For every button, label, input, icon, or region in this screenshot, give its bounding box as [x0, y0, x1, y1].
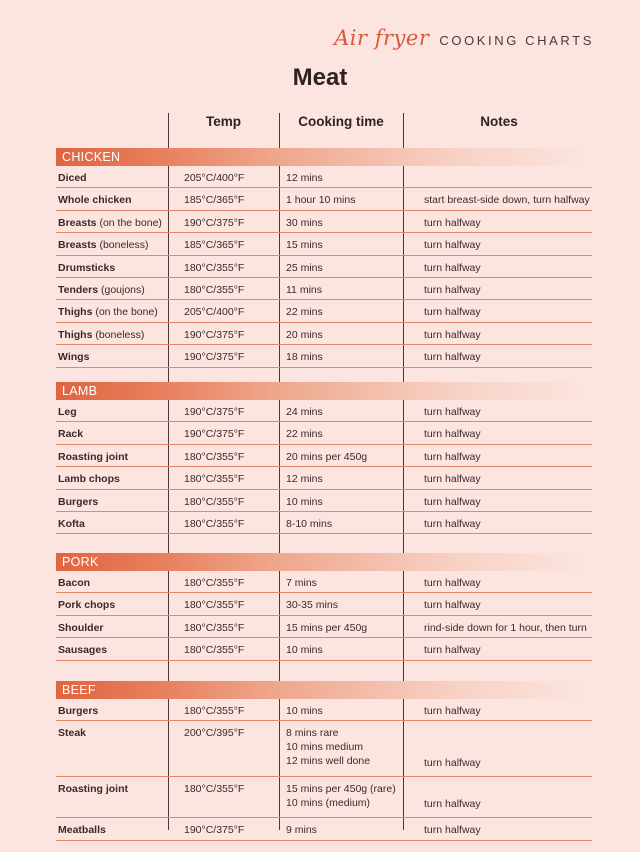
- item-notes: turn halfway: [424, 283, 481, 296]
- item-notes: turn halfway: [424, 798, 481, 811]
- table-row: [56, 818, 592, 840]
- section-label: BEEF: [62, 683, 96, 697]
- table-row: [56, 188, 592, 210]
- item-name: Thighs (on the bone): [58, 306, 158, 319]
- item-name: Shoulder: [58, 621, 104, 634]
- section-label: LAMB: [62, 384, 98, 398]
- item-temp: 180°C/355°F: [184, 450, 245, 463]
- item-cooking-time: 1 hour 10 mins: [286, 194, 356, 207]
- item-name: Burgers: [58, 495, 99, 508]
- section-label: CHICKEN: [62, 150, 121, 164]
- item-notes: turn halfway: [424, 705, 481, 717]
- item-name: Diced: [58, 172, 87, 184]
- item-name: Drumsticks: [58, 261, 116, 274]
- item-temp: 185°C/365°F: [184, 194, 245, 207]
- table-row: [56, 661, 592, 683]
- brand-script-text: Air fryer: [334, 26, 430, 50]
- item-notes: turn halfway: [424, 351, 481, 364]
- item-cooking-time: 11 mins: [286, 283, 322, 296]
- item-temp: 190°C/375°F: [184, 216, 245, 229]
- item-name: Bacon: [58, 577, 91, 589]
- item-temp: 190°C/375°F: [184, 406, 245, 418]
- table-row: [56, 422, 592, 444]
- item-name: Breasts (boneless): [58, 239, 149, 252]
- item-name: Breasts (on the bone): [58, 216, 162, 229]
- item-notes: start breast-side down, turn halfway: [424, 194, 590, 207]
- item-cooking-time: 25 mins: [286, 261, 323, 274]
- section-chicken: [56, 148, 592, 390]
- item-notes: turn halfway: [424, 644, 481, 657]
- item-name: Roasting joint: [58, 450, 128, 463]
- table-row: [56, 233, 592, 255]
- table-row: [56, 571, 592, 593]
- item-temp: 180°C/355°F: [184, 577, 245, 589]
- item-notes: turn halfway: [424, 599, 481, 612]
- header-notes: Notes: [480, 114, 518, 129]
- item-name: Sausages: [58, 644, 108, 657]
- item-name: Roasting joint: [58, 783, 128, 796]
- item-name: Burgers: [58, 705, 99, 717]
- item-temp: 200°C/395°F: [184, 727, 245, 740]
- table-row: [56, 490, 592, 512]
- item-cooking-time: 20 mins: [286, 328, 323, 341]
- item-notes: turn halfway: [424, 577, 481, 589]
- item-notes: turn halfway: [424, 406, 481, 418]
- section-pork: [56, 553, 592, 683]
- table-row: [56, 699, 592, 721]
- item-cooking-time: 9 mins: [286, 824, 317, 837]
- item-name: Pork chops: [58, 599, 116, 612]
- item-temp: 190°C/375°F: [184, 824, 245, 837]
- item-notes: turn halfway: [424, 824, 481, 837]
- item-cooking-time: 8-10 mins: [286, 517, 333, 530]
- item-name: Steak: [58, 727, 87, 740]
- item-temp: 180°C/355°F: [184, 644, 245, 657]
- header-temp: Temp: [205, 114, 241, 129]
- item-temp: 185°C/365°F: [184, 239, 245, 252]
- item-name: Thighs (boneless): [58, 328, 145, 341]
- item-notes: turn halfway: [424, 517, 481, 530]
- section-beef: [56, 681, 592, 841]
- table-row: [56, 777, 592, 818]
- item-name: Kofta: [58, 517, 85, 530]
- item-temp: 190°C/375°F: [184, 351, 245, 364]
- table-row: [56, 512, 592, 534]
- item-temp: 190°C/375°F: [184, 328, 245, 341]
- table-row: [56, 211, 592, 233]
- item-name: Wings: [58, 351, 90, 364]
- table-row: [56, 721, 592, 777]
- item-cooking-time: 20 mins per 450g: [286, 450, 368, 463]
- item-temp: 180°C/355°F: [184, 621, 245, 634]
- item-cooking-time: 15 mins per 450g: [286, 621, 368, 634]
- item-notes: turn halfway: [424, 216, 481, 229]
- item-cooking-time: 10 mins: [286, 644, 323, 657]
- item-cooking-time: 15 mins per 450g (rare) 10 mins (medium): [286, 783, 396, 810]
- item-cooking-time: 8 mins rare 10 mins medium 12 mins well done: [286, 727, 371, 768]
- item-name: Rack: [58, 428, 84, 441]
- item-temp: 180°C/355°F: [184, 495, 245, 508]
- item-cooking-time: 7 mins: [286, 577, 317, 589]
- item-cooking-time: 18 mins: [286, 351, 323, 364]
- item-notes: turn halfway: [424, 450, 481, 463]
- item-temp: 180°C/355°F: [184, 517, 245, 530]
- table-row: [56, 345, 592, 367]
- item-cooking-time: 10 mins: [286, 495, 323, 508]
- item-notes: turn halfway: [424, 473, 481, 486]
- item-name: Whole chicken: [58, 194, 132, 207]
- item-notes: turn halfway: [424, 328, 481, 341]
- section-label: PORK: [62, 555, 99, 569]
- table-row: [56, 467, 592, 489]
- page-title: Meat: [292, 64, 348, 91]
- brand-caps-text: COOKING CHARTS: [439, 33, 594, 48]
- table-row: [56, 323, 592, 345]
- item-name: Meatballs: [58, 824, 106, 837]
- item-cooking-time: 22 mins: [286, 428, 323, 441]
- item-cooking-time: 30 mins: [286, 216, 323, 229]
- item-cooking-time: 10 mins: [286, 705, 323, 717]
- item-temp: 205°C/400°F: [184, 172, 245, 184]
- section-band: [56, 553, 592, 571]
- item-temp: 180°C/355°F: [184, 283, 245, 296]
- item-name: Lamb chops: [58, 473, 120, 486]
- item-temp: 180°C/355°F: [184, 783, 245, 796]
- section-lamb: [56, 382, 592, 557]
- table-row: [56, 616, 592, 638]
- item-name: Tenders (goujons): [58, 283, 145, 296]
- section-band: [56, 681, 592, 699]
- item-cooking-time: 24 mins: [286, 406, 323, 418]
- item-name: Leg: [58, 406, 77, 418]
- item-cooking-time: 12 mins: [286, 473, 323, 486]
- table-row: [56, 166, 592, 188]
- table-row: [56, 638, 592, 660]
- table-row: [56, 445, 592, 467]
- item-temp: 180°C/355°F: [184, 261, 245, 274]
- item-temp: 180°C/355°F: [184, 599, 245, 612]
- table-row: [56, 278, 592, 300]
- item-cooking-time: 15 mins: [286, 239, 323, 252]
- item-notes: turn halfway: [424, 261, 481, 274]
- item-notes: turn halfway: [424, 757, 481, 770]
- table-row: [56, 400, 592, 422]
- section-band: [56, 382, 592, 400]
- header-cooking-time: Cooking time: [298, 114, 384, 129]
- item-notes: turn halfway: [424, 428, 481, 441]
- item-notes: rind-side down for 1 hour, then turn: [424, 621, 587, 634]
- item-cooking-time: 12 mins: [286, 172, 323, 184]
- item-notes: turn halfway: [424, 495, 481, 508]
- item-notes: turn halfway: [424, 306, 481, 319]
- item-notes: turn halfway: [424, 239, 481, 252]
- table-row: [56, 300, 592, 322]
- table-row: [56, 256, 592, 278]
- item-temp: 180°C/355°F: [184, 473, 245, 486]
- item-cooking-time: 22 mins: [286, 306, 323, 319]
- item-cooking-time: 30-35 mins: [286, 599, 338, 612]
- section-band: [56, 148, 592, 166]
- table-row: [56, 593, 592, 615]
- item-temp: 190°C/375°F: [184, 428, 245, 441]
- item-temp: 205°C/400°F: [184, 306, 245, 319]
- brand-header: [334, 26, 594, 50]
- item-temp: 180°C/355°F: [184, 705, 245, 717]
